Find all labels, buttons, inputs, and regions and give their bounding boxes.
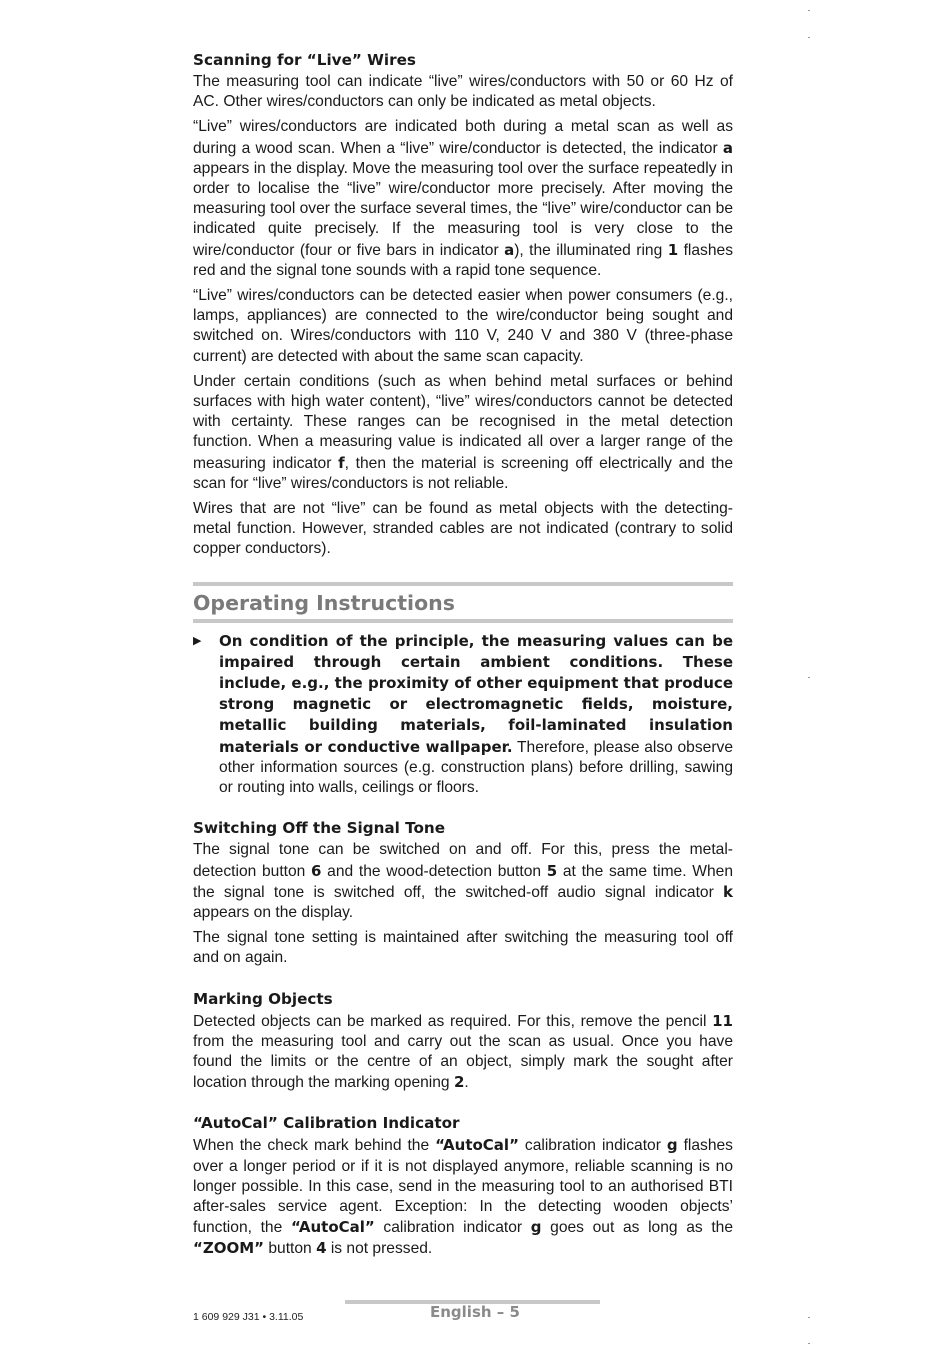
- crop-mark: [808, 1317, 810, 1318]
- crop-mark: [808, 10, 810, 11]
- heading-rule-bottom: [193, 619, 733, 623]
- signal-tone-paragraph-2: The signal tone setting is maintained after switching the measuring tool off and on again.: [193, 929, 733, 967]
- page-content: [193, 50, 733, 1265]
- safety-bullet-text: On condition of the principle, the measuring values can be impaired through certain ambient conditions. These include, e.g., the proximity of other equipment that produce strong magnetic or electromagnetic fields, moisture, metallic building materials, foil-laminated insulation materials or conductive wallpaper. Therefore, please also observe other information sources (e.g. construction plans) before drilling, sawing or routing into walls, ceilings or floors.: [219, 631, 733, 797]
- heading-operating-instructions: Operating Instructions: [193, 590, 455, 615]
- heading-marking-objects: Marking Objects: [193, 989, 333, 1008]
- live-wires-paragraph-1: The measuring tool can indicate “live” wires/conductors with 50 or 60 Hz of AC. Other wires/conductors can only be indicated as metal objects.: [193, 73, 733, 111]
- heading-live-wires: Scanning for “Live” Wires: [193, 51, 416, 69]
- live-wires-paragraph-2: “Live” wires/conductors are indicated both during a metal scan as well as during a wood scan. When a “live” wire/conductor is detected, the indicator a appears in the display. Move the measuring tool over the surface repeatedly in order to localise the “live” wire/conductor more precisely. After moving the measuring tool over the surface several times, the “live” wire/conductor can be indicated quite precisely. If the measuring tool is very close to the wire/conductor (four or five bars in indicator a), the illuminated ring 1 flashes red and the signal tone sounds with a rapid tone sequence.: [193, 118, 733, 279]
- live-wires-paragraph-4: Under certain conditions (such as when behind metal surfaces or behind surfaces with high water content), “live” wires/conductors cannot be detected with certainty. These ranges can be recognised in the metal detection function. When a measuring value is indicated all over a larger range of the measuring indicator f, then the material is screening off electrically and the scan for “live” wires/conductors is not reliable.: [193, 372, 733, 492]
- signal-tone-paragraph-1: The signal tone can be switched on and off. For this, press the metal-detection button 6 and the wood-detection button 5 at the same time. When the signal tone is switched off, the switched-off audio signal indicator k appears on the display.: [193, 841, 733, 921]
- marking-paragraph-1: Detected objects can be marked as required. For this, remove the pencil 11 from the measuring tool and carry out the scan as usual. Once you have found the limits or the centre of an object, simply mark the sought after location through the marking opening 2.: [193, 1011, 733, 1092]
- autocal-paragraph-1: When the check mark behind the “AutoCal” calibration indicator g flashes over a longer period or if it is not displayed anymore, reliable scanning is no longer possible. In this case, send in the measuring tool to an authorised BTI after-sales service agent. Exception: In the detecting wooden objects’ function, the “AutoCal” calibration indicator g goes out as long as the “ZOOM” button 4 is not pressed.: [193, 1136, 733, 1258]
- safety-bullet: [193, 631, 733, 799]
- crop-mark: [808, 677, 810, 678]
- crop-mark: [808, 1343, 810, 1344]
- footer-document-number: 1 609 929 J31 • 3.11.05: [193, 1311, 304, 1323]
- live-wires-paragraph-5: Wires that are not “live” can be found as metal objects with the detecting-metal function. However, stranded cables are not indicated (contrary to solid copper conductors).: [193, 500, 733, 558]
- heading-signal-tone: Switching Off the Signal Tone: [193, 819, 446, 838]
- bullet-arrow-icon: ▶: [193, 634, 202, 647]
- operating-instructions-heading-block: [193, 582, 733, 623]
- crop-mark: [808, 37, 810, 38]
- live-wires-paragraph-3: “Live” wires/conductors can be detected easier when power consumers (e.g., lamps, appliances) are connected to the wire/conductor being sought and switched on. Wires/conductors with 110 V, 240 V and 380 V (three-phase current) are detected with about the same scan capacity.: [193, 287, 733, 365]
- heading-autocal: “AutoCal” Calibration Indicator: [193, 1114, 460, 1133]
- footer-page-label: English – 5: [430, 1303, 520, 1321]
